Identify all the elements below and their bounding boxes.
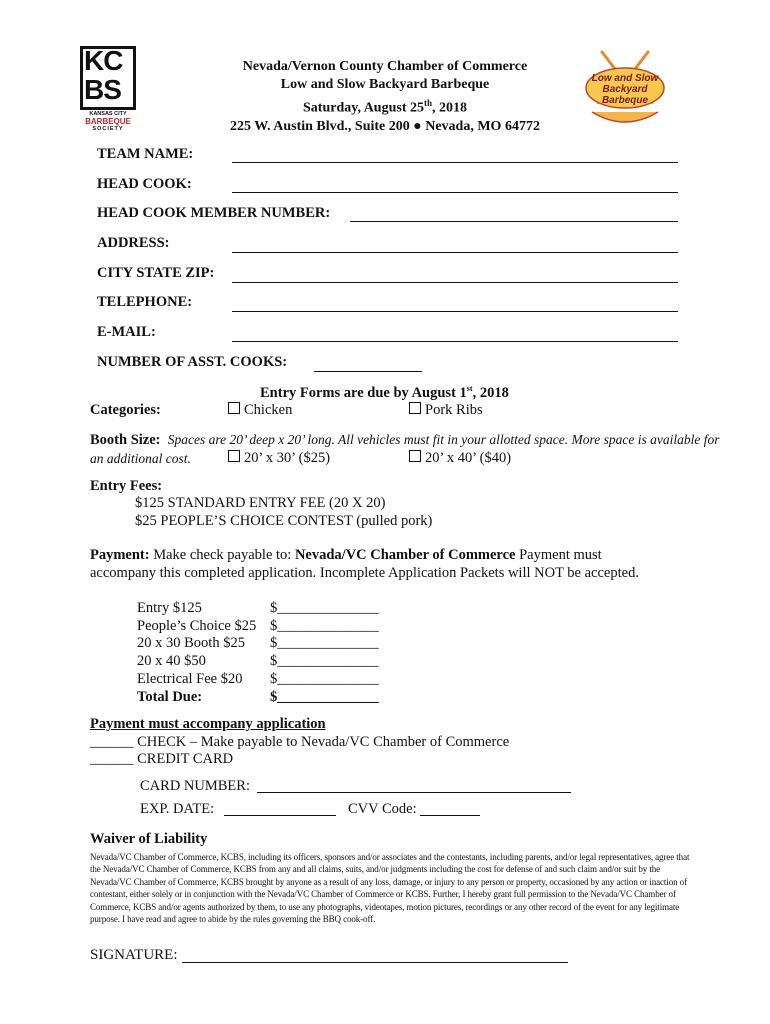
header-organization: Nevada/Vernon County Chamber of Commerce bbox=[242, 59, 528, 74]
header-date-suffix: th bbox=[423, 98, 432, 108]
booth-20x30-checkbox[interactable] bbox=[228, 450, 240, 462]
header-date bbox=[150, 94, 620, 118]
fee-label: People’s Choice $25 bbox=[137, 617, 257, 634]
asst-cooks-field[interactable] bbox=[314, 371, 422, 372]
fee-amount-field[interactable]: $______________ bbox=[270, 600, 379, 616]
payment-payee: Nevada/VC Chamber of Commerce bbox=[294, 547, 516, 563]
asst-cooks-label: NUMBER OF ASST. COOKS: bbox=[97, 354, 288, 370]
exp-date-label: EXP. DATE: bbox=[140, 801, 215, 817]
entry-due-suffix: st bbox=[466, 384, 473, 393]
event-logo-line2: Backyard bbox=[602, 84, 648, 95]
card-number-label: CARD NUMBER: bbox=[140, 778, 250, 794]
fee-amount-field[interactable]: $______________ bbox=[270, 635, 379, 652]
fee-label: 20 x 40 $50 bbox=[137, 653, 206, 670]
cvv-label: CVV Code: bbox=[348, 801, 417, 817]
booth-size-label: Booth Size: bbox=[90, 432, 161, 448]
entry-due-year: , 2018 bbox=[472, 384, 509, 401]
booth-option-20x40[interactable] bbox=[409, 450, 511, 467]
payment-check-option[interactable]: ______ CHECK – Make payable to Nevada/VC Chamber of Commerce bbox=[90, 734, 510, 750]
event-logo-line3: Barbeque bbox=[601, 95, 649, 106]
header-address: 225 W. Austin Blvd., Suite 200 ● Nevada, MO 64772 bbox=[230, 118, 540, 134]
telephone-label: TELEPHONE: bbox=[97, 294, 193, 310]
category-chicken-label: Chicken bbox=[244, 402, 293, 418]
kcbs-logo bbox=[80, 46, 136, 132]
payment-instructions bbox=[90, 547, 602, 564]
booth-size-description: Spaces are 20’ deep x 20’ long. All vehicles must fit in your allotted space. More space is available for bbox=[167, 432, 720, 447]
booth-option-20x30[interactable] bbox=[228, 450, 330, 467]
waiver-text: Nevada/VC Chamber of Commerce, KCBS, including its officers, sponsors and/or associates and the contestants, including parents, and/or legal representatives, agree that the Nevada/VC Chamber of Commerce, KCBS from any and all claims, suits, and/or judgments including the cost for defense of and such claim and/or suit by the Nevada/VC Chamber of Commerce, KCBS brought by anyone as a result of any loss, damage, or injury to any person or property, occasioned by any action or inaction of contestant, either solely or in conjunction with the Nevada/VC Chamber of Commerce or KCBS. Further, I hereby grant full permission to the Nevada/VC Chamber of Commerce, KCBS and/or agents authorized by them, to use any photographs, videotapes, motion pictures, recordings or any other record of the event for any legitimate purpose. I have read and agree to abide by the rules governing the BBQ cook-off. bbox=[90, 852, 690, 925]
kcbs-logo-kc: KC bbox=[84, 45, 123, 76]
booth-20x30-label: 20’ x 30’ ($25) bbox=[244, 450, 331, 466]
kcbs-logo-caption1: KANSAS CITY bbox=[89, 111, 127, 117]
category-chicken[interactable] bbox=[228, 402, 292, 419]
head-cook-member-field[interactable] bbox=[350, 221, 678, 222]
fee-total-label: Total Due: bbox=[137, 688, 203, 705]
fee-label: Entry $125 bbox=[137, 600, 202, 616]
category-pork-ribs-label: Pork Ribs bbox=[425, 402, 483, 418]
address-label: ADDRESS: bbox=[97, 235, 170, 251]
kcbs-logo-caption2: BARBEQUE bbox=[85, 117, 131, 126]
team-name-label: TEAM NAME: bbox=[97, 146, 194, 162]
address-field[interactable] bbox=[232, 252, 678, 253]
payment-notice: accompany this completed application. Incomplete Application Packets will NOT be accepted. bbox=[90, 565, 639, 581]
city-state-zip-field[interactable] bbox=[232, 282, 678, 283]
payment-label: Payment: bbox=[90, 547, 150, 563]
entry-fees-standard: $125 STANDARD ENTRY FEE (20 X 20) bbox=[135, 495, 386, 511]
fee-row bbox=[137, 653, 379, 671]
fee-total-field[interactable]: $______________ bbox=[270, 688, 379, 705]
booth-20x40-label: 20’ x 40’ ($40) bbox=[425, 450, 512, 466]
telephone-field[interactable] bbox=[232, 311, 678, 312]
exp-date-field[interactable] bbox=[224, 815, 336, 816]
payment-method-heading: Payment must accompany application bbox=[90, 716, 326, 732]
entry-fees-peoples-choice: $25 PEOPLE’S CHOICE CONTEST (pulled pork) bbox=[135, 513, 433, 529]
fee-row bbox=[137, 600, 379, 618]
fee-amount-field[interactable]: $______________ bbox=[270, 670, 379, 687]
booth-size-line1 bbox=[90, 432, 720, 449]
fee-table bbox=[137, 600, 379, 706]
waiver-heading: Waiver of Liability bbox=[90, 831, 208, 847]
entry-due-text: Entry Forms are due by August 1 bbox=[260, 384, 467, 401]
entry-fees-label: Entry Fees: bbox=[90, 478, 163, 494]
fee-row bbox=[137, 618, 379, 636]
event-logo-line1: Low and Slow bbox=[591, 73, 659, 84]
signature-field[interactable] bbox=[182, 962, 568, 963]
card-number-field[interactable] bbox=[257, 792, 571, 793]
categories-label: Categories: bbox=[90, 402, 161, 418]
email-label: E-MAIL: bbox=[97, 324, 156, 340]
fee-label: Electrical Fee $20 bbox=[137, 670, 243, 687]
city-state-zip-label: CITY STATE ZIP: bbox=[97, 265, 215, 281]
head-cook-label: HEAD COOK: bbox=[97, 176, 192, 192]
pork-ribs-checkbox[interactable] bbox=[409, 402, 421, 414]
payment-credit-option[interactable]: ______ CREDIT CARD bbox=[90, 751, 234, 767]
team-name-field[interactable] bbox=[232, 162, 678, 163]
header-date-main: Saturday, August 25 bbox=[303, 100, 424, 116]
fee-amount-field[interactable]: $______________ bbox=[270, 617, 379, 634]
head-cook-member-label: HEAD COOK MEMBER NUMBER: bbox=[97, 205, 331, 221]
fee-row-total bbox=[137, 689, 379, 707]
fee-amount-field[interactable]: $______________ bbox=[270, 653, 379, 670]
payment-text: Make check payable to: bbox=[149, 547, 295, 563]
fee-row bbox=[137, 671, 379, 689]
signature-label: SIGNATURE: bbox=[90, 947, 178, 963]
booth-size-line2: an additional cost. bbox=[90, 451, 191, 466]
chicken-checkbox[interactable] bbox=[228, 402, 240, 414]
booth-20x40-checkbox[interactable] bbox=[409, 450, 421, 462]
entry-due-notice bbox=[260, 384, 509, 402]
email-field[interactable] bbox=[232, 341, 678, 342]
kcbs-logo-bs: BS bbox=[84, 74, 121, 105]
fee-label: 20 x 30 Booth $25 bbox=[137, 635, 245, 652]
fee-row bbox=[137, 635, 379, 653]
payment-text-end: Payment must bbox=[515, 547, 602, 563]
header-date-year: , 2018 bbox=[432, 100, 467, 116]
header-event-name: Low and Slow Backyard Barbeque bbox=[280, 77, 490, 92]
head-cook-field[interactable] bbox=[232, 192, 678, 193]
cvv-field[interactable] bbox=[420, 815, 480, 816]
event-header bbox=[150, 58, 620, 136]
kcbs-logo-caption3: SOCIETY bbox=[92, 126, 124, 132]
category-pork-ribs[interactable] bbox=[409, 402, 483, 419]
